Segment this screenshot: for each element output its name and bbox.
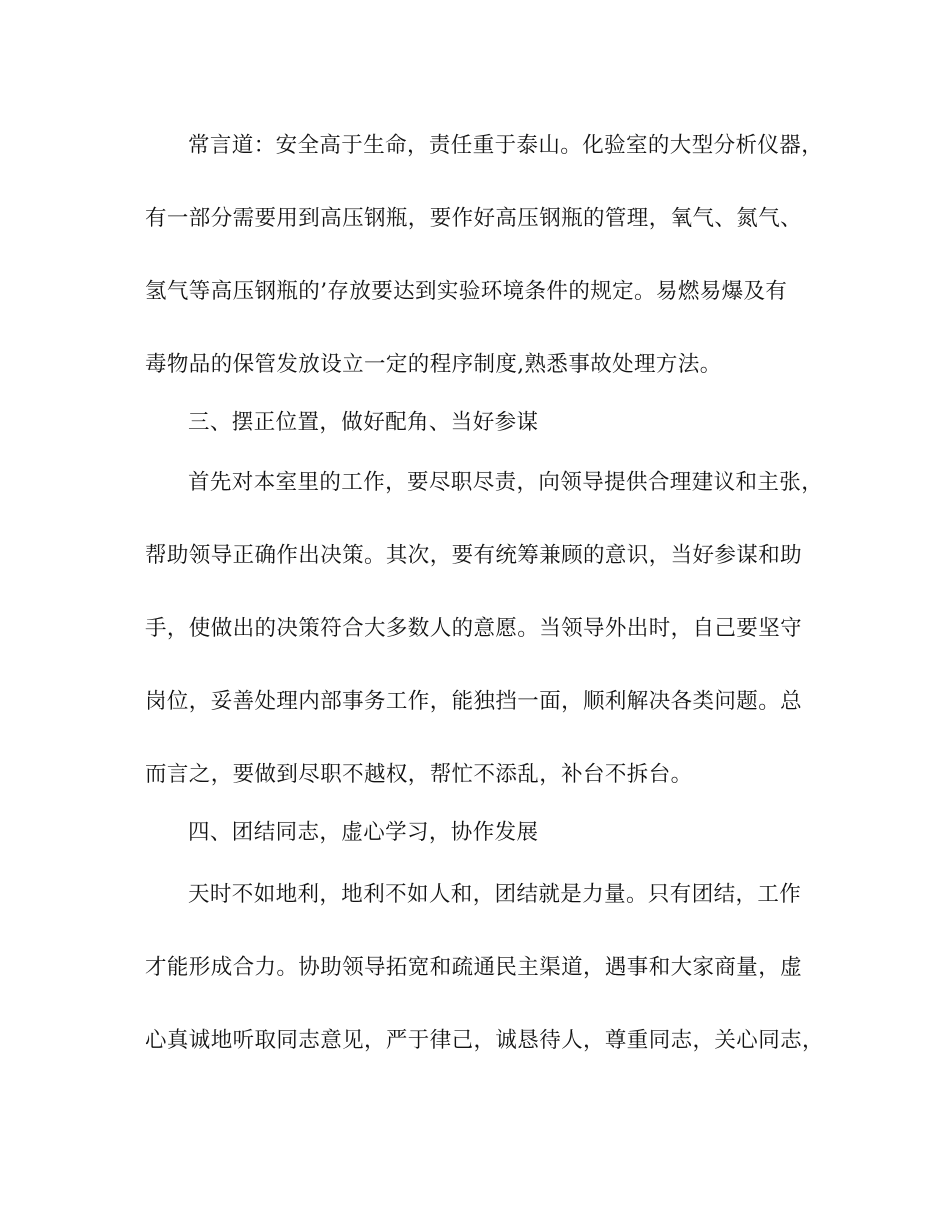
paragraph-line: 而言之，要做到尽职不越权，帮忙不添乱，补台不拆台。 bbox=[145, 762, 693, 787]
paragraph-line: 才能形成合力。协助领导拓宽和疏通民主渠道，遇事和大家商量，虚 bbox=[145, 955, 803, 980]
paragraph-line: 天时不如地利，地利不如人和，团结就是力量。只有团结，工作 bbox=[188, 882, 802, 907]
paragraph-line: 氢气等高压钢瓶的’存放要达到实验环境条件的规定。易燃易爆及有 bbox=[145, 279, 788, 304]
section-heading: 四、团结同志，虚心学习，协作发展 bbox=[188, 820, 539, 845]
section-heading: 三、摆正位置，做好配角、当好参谋 bbox=[188, 410, 539, 435]
paragraph-line: 帮助领导正确作出决策。其次，要有统筹兼顾的意识，当好参谋和助 bbox=[145, 543, 803, 568]
paragraph-line: 有一部分需要用到高压钢瓶，要作好高压钢瓶的管理，氧气、氮气、 bbox=[145, 206, 803, 231]
paragraph-line: 心真诚地听取同志意见，严于律己，诚恳待人，尊重同志，关心同志， bbox=[145, 1028, 824, 1053]
paragraph-line: 岗位，妥善处理内部事务工作，能独挡一面，顺利解决各类问题。总 bbox=[145, 689, 803, 714]
paragraph-line: 毒物品的保管发放设立一定的程序制度,熟悉事故处理方法。 bbox=[145, 352, 722, 377]
paragraph-line: 首先对本室里的工作，要尽职尽责，向领导提供合理建议和主张， bbox=[188, 470, 824, 495]
paragraph-line: 手，使做出的决策符合大多数人的意愿。当领导外出时，自己要坚守 bbox=[145, 616, 803, 641]
paragraph-line: 常言道：安全高于生命，责任重于泰山。化验室的大型分析仪器， bbox=[188, 133, 824, 158]
